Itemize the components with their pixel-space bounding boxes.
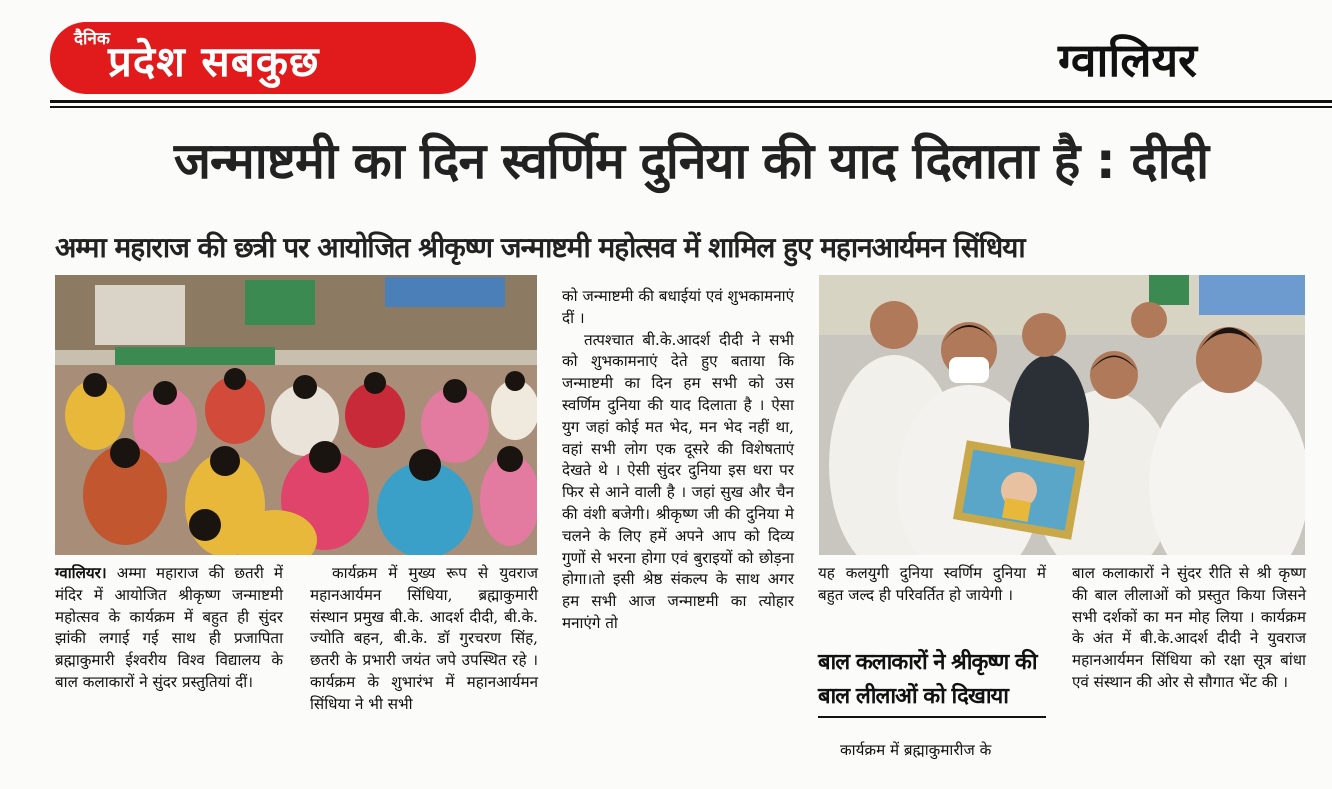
- article-column-2: [310, 563, 538, 716]
- felicitation-photo: [819, 275, 1305, 555]
- crowd-photo: [55, 275, 537, 555]
- article-column-1: [55, 563, 283, 694]
- col1-text: अम्मा महाराज की छतरी में मंदिर में आयोजित श्रीकृष्ण जन्माष्टमी महोत्सव के कार्यक्रम में बहुत ही सुंदर झांकी लगाई गई साथ ही प्रजापिता ब्रह्माकुमारी ईश्वरीय विश्व विद्यालय के बाल कलाकारों ने सुंदर प्रस्तुतियां दीं।: [55, 564, 284, 691]
- col3-p2: तत्पश्चात बी.के.आदर्श दीदी ने सभी को शुभकामनाएं देते हुए बताया कि जन्माष्टमी का दिन हम सभी को उस स्वर्णिम दुनिया की याद दिलाता है । ऐसा युग जहां कोई मत भेद, मन भेद नहीं था, वहां सभी लोग एक दूसरे की विशेषताएं देखते थे । ऐसी सुंदर दुनिया इस धरा पर फिर से आने वाली है । जहां सुख और चैन की वंशी बजेगी। श्रीकृष्ण जी की दुनिया मे चलने के लिए हमें अपने आप को दिव्य गुणों से भरना होगा एवं बुराइयों को छोड़ना होगा।तो इसी श्रेष्ठ संकल्प के साथ अगर हम सभी आज जन्माष्टमी का त्योहार मनाएंगे तो: [562, 330, 794, 632]
- section-city: ग्वालियर: [1057, 33, 1197, 87]
- top-rule-thin: [50, 106, 1332, 108]
- subheadline: अम्मा महाराज की छत्री पर आयोजित श्रीकृष्ण जन्माष्टमी महोत्सव में शामिल हुए महानआर्यमन सिंधिया: [55, 231, 1025, 264]
- col3-p1: को जन्माष्टमी की बधाईयां एवं शुभकामनाएं दीं ।: [562, 287, 794, 327]
- headline: जन्माष्टमी का दिन स्वर्णिम दुनिया की याद दिलाता है : दीदी: [173, 132, 1209, 190]
- col5-text: बाल कलाकारों ने सुंदर रीति से श्री कृष्ण की बाल लीलाओं को प्रस्तुत किया जिसने सभी दर्शकों का मन मोह लिया । कार्यक्रम के अंत में बी.के.आदर्श दीदी ने युवराज महानआर्यमन सिंधिया को रक्षा सूत्र बांधा एवं संस्थान की ओर से सौगात भेंट की ।: [1072, 564, 1306, 691]
- article-column-4: [818, 563, 1046, 607]
- top-rule: [50, 100, 1332, 103]
- col4-text: यह कलयुगी दुनिया स्वर्णिम दुनिया में बहुत जल्द ही परिवर्तित हो जायेगी ।: [818, 564, 1046, 604]
- masthead-small-text: दैनिक: [74, 29, 110, 49]
- box-subheading: बाल कलाकारों ने श्रीकृष्ण की बाल लीलाओं को दिखाया: [818, 646, 1046, 718]
- masthead-logo: [50, 22, 476, 94]
- dateline: ग्वालियर।: [55, 564, 107, 582]
- article-column-3: [562, 286, 794, 635]
- col4-tail: [818, 740, 1046, 762]
- col4-tail-text: कार्यक्रम में ब्रह्माकुमारीज के: [840, 741, 992, 759]
- masthead-title: प्रदेश सबकुछ: [108, 37, 320, 86]
- col2-text: कार्यक्रम में मुख्य रूप से युवराज महानआर्यमन सिंधिया, ब्रह्माकुमारी संस्थान प्रमुख बी.के. आदर्श दीदी, बी.के. ज्योति बहन, बी.के. डॉ गुरचरण सिंह, छतरी के प्रभारी जयंत जपे उपस्थित रहे । कार्यक्रम के शुभारंभ में महानआर्यमन सिंधिया ने भी सभी: [310, 564, 538, 713]
- article-column-5: [1072, 563, 1306, 694]
